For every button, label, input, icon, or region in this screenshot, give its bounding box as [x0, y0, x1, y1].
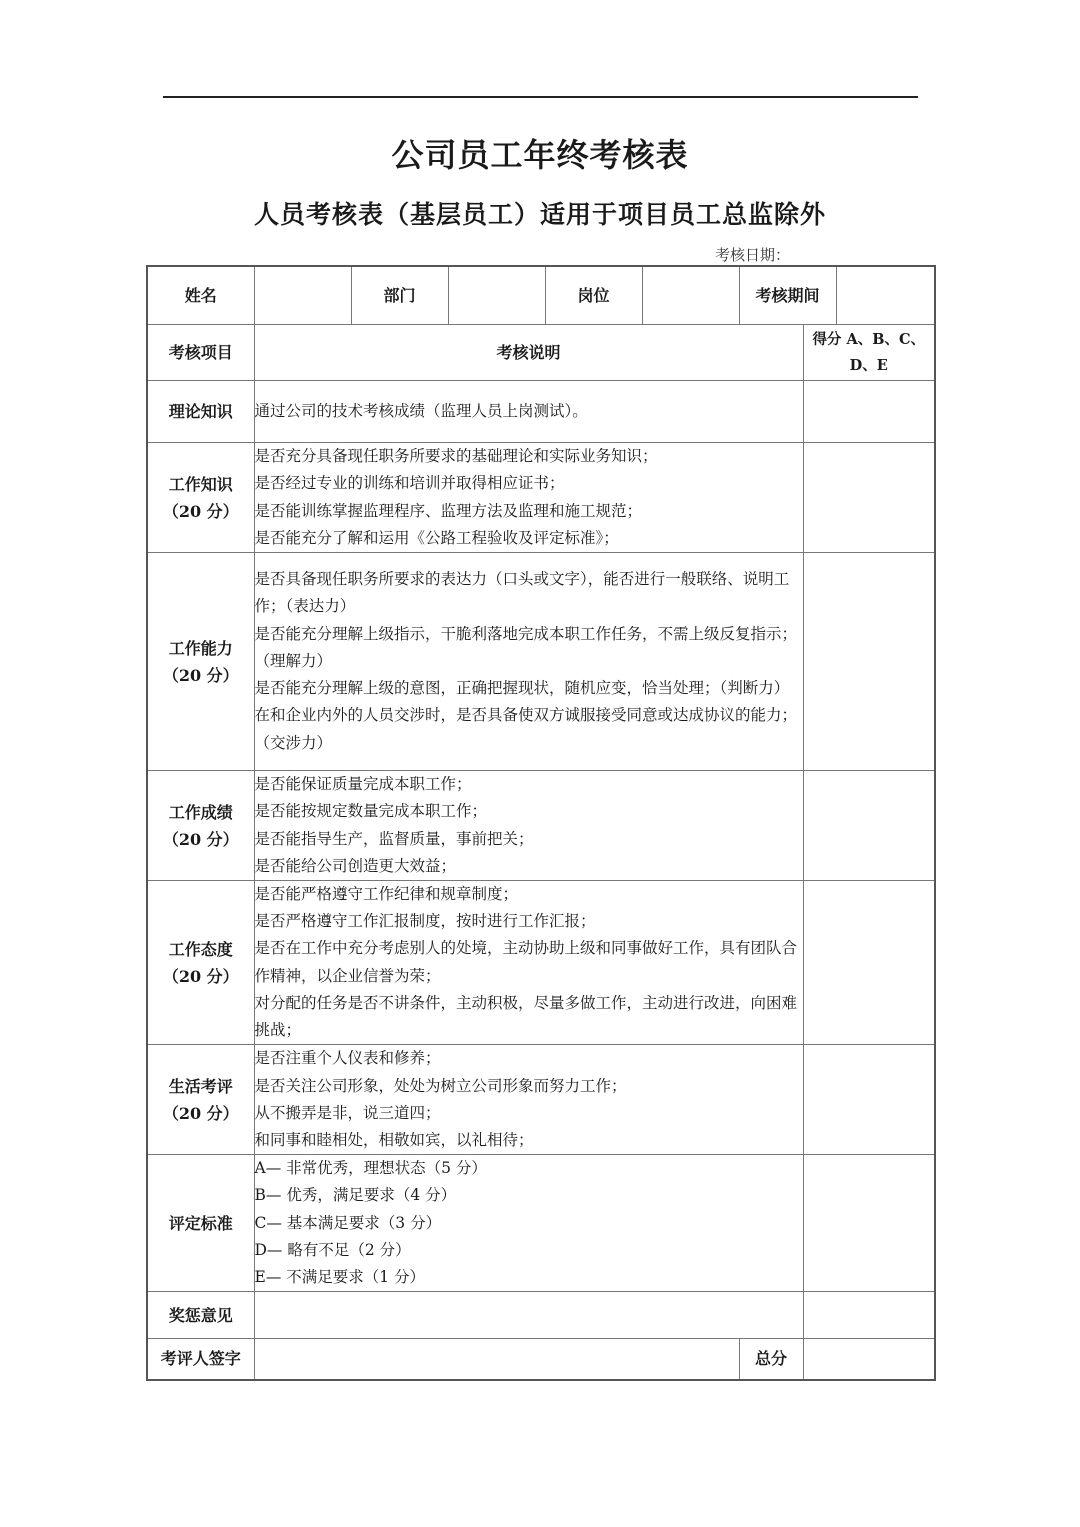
evaluation-form — [146, 265, 936, 1381]
item-description: 是否具备现任职务所要求的表达力（口头或文字），能否进行一般联络、说明工作；（表达力） 是否能充分理解上级指示，干脆利落地完成本职工作任务，不需上级反复指示；（理解力） 是否能充分理解上级的意图，正确把握现状，随机应变，恰当处理；（判断力） 在和企业内外的人员交涉时，是否具备使双方诚服接受同意或达成协议的能力；（交涉力） — [254, 553, 803, 771]
item-description: 是否能保证质量完成本职工作； 是否能按规定数量完成本职工作； 是否能指导生产，监督质量，事前把关； 是否能给公司创造更大效益； — [254, 771, 803, 881]
score-cell[interactable] — [803, 881, 935, 1045]
item-description: 是否注重个人仪表和修养； 是否关注公司形象，处处为树立公司形象而努力工作； 从不搬弄是非，说三道四； 和同事和睦相处，相敬如宾，以礼相待； — [254, 1045, 803, 1155]
item-description: A— 非常优秀，理想状态（5 分） B— 优秀，满足要求（4 分） C— 基本满足要求（3 分） D— 略有不足（2 分） E— 不满足要求（1 分） — [254, 1155, 803, 1292]
score-cell[interactable] — [803, 553, 935, 771]
item-label: 工作成绩 （20 分） — [147, 771, 254, 881]
page-subtitle: 人员考核表（基层员工）适用于项目员工总监除外 — [253, 200, 826, 229]
opinion-field[interactable] — [254, 1292, 803, 1339]
table-row — [147, 553, 935, 771]
opinion-label: 奖惩意见 — [147, 1292, 254, 1339]
total-field[interactable] — [803, 1339, 935, 1380]
score-cell[interactable] — [803, 1045, 935, 1155]
item-description: 通过公司的技术考核成绩（监理人员上岗测试）。 — [254, 381, 803, 443]
period-field[interactable] — [837, 267, 935, 324]
period-label-cell — [739, 266, 935, 325]
period-label: 考核期间 — [740, 267, 837, 324]
item-label: 工作能力 （20 分） — [147, 553, 254, 771]
table-row — [147, 381, 935, 443]
signature-label: 考评人签字 — [147, 1339, 254, 1380]
score-header: 得分 A、B、C、D、E — [803, 325, 935, 381]
name-label: 姓名 — [147, 266, 254, 325]
total-label: 总分 — [739, 1339, 803, 1380]
desc-header: 考核说明 — [254, 325, 803, 381]
score-cell[interactable] — [803, 381, 935, 443]
dept-label: 部门 — [351, 266, 448, 325]
score-cell[interactable] — [803, 771, 935, 881]
table-row — [147, 771, 935, 881]
signature-field[interactable] — [254, 1339, 739, 1380]
item-header: 考核项目 — [147, 325, 254, 381]
date-label: 考核日期： — [715, 246, 791, 264]
position-field[interactable] — [642, 266, 739, 325]
item-description: 是否充分具备现任职务所要求的基础理论和实际业务知识； 是否经过专业的训练和培训并取得相应证书； 是否能训练掌握监理程序、监理方法及监理和施工规范； 是否能充分了解和运用《公路工程验收及评定标准》； — [254, 443, 803, 553]
item-label: 生活考评 （20 分） — [147, 1045, 254, 1155]
table-row — [147, 1155, 935, 1292]
dept-field[interactable] — [448, 266, 545, 325]
page-title: 公司员工年终考核表 — [391, 136, 689, 174]
table-row — [147, 443, 935, 553]
item-label: 工作态度 （20 分） — [147, 881, 254, 1045]
item-label: 理论知识 — [147, 381, 254, 443]
name-field[interactable] — [254, 266, 351, 325]
score-cell[interactable] — [803, 1155, 935, 1292]
opinion-score-cell[interactable] — [803, 1292, 935, 1339]
item-label: 工作知识 （20 分） — [147, 443, 254, 553]
table-row — [147, 881, 935, 1045]
table-row — [147, 1045, 935, 1155]
position-label: 岗位 — [545, 266, 642, 325]
top-rule — [163, 96, 918, 98]
score-cell[interactable] — [803, 443, 935, 553]
item-description: 是否能严格遵守工作纪律和规章制度； 是否严格遵守工作汇报制度，按时进行工作汇报； 是否在工作中充分考虑别人的处境，主动协助上级和同事做好工作，具有团队合作精神，以企业信誉为荣； 对分配的任务是否不讲条件，主动积极，尽量多做工作，主动进行改进，向困难挑战； — [254, 881, 803, 1045]
item-label: 评定标准 — [147, 1155, 254, 1292]
